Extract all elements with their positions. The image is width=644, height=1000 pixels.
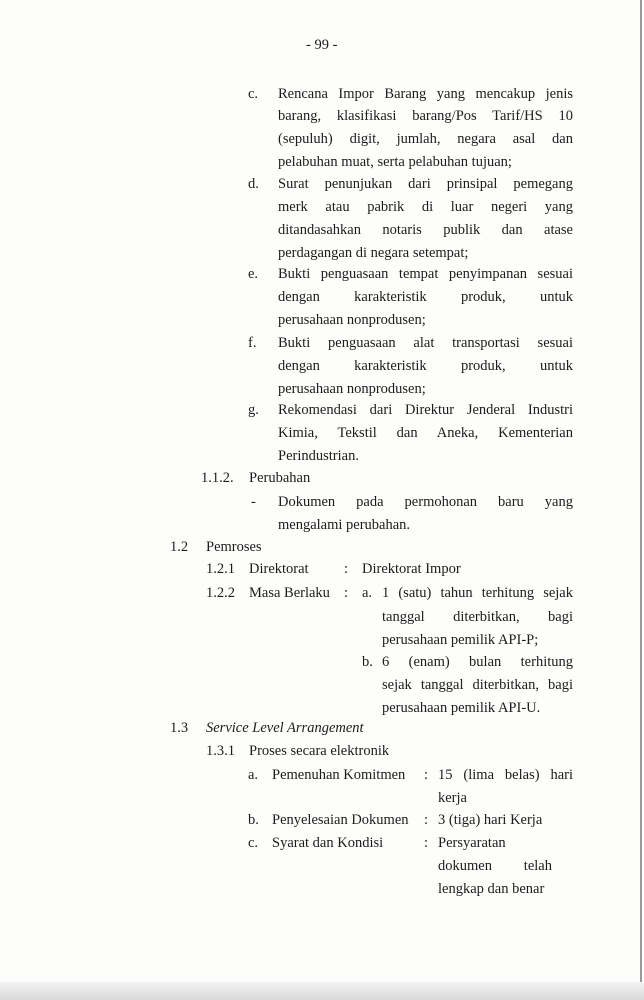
field-value: 3 (tiga) hari Kerja: [438, 812, 543, 828]
page-number: - 99 -: [306, 37, 338, 53]
section-number: 1.1.2.: [201, 470, 234, 486]
item-line: (sepuluh) digit, jumlah, negara asal dan: [278, 131, 573, 147]
colon: :: [344, 561, 349, 577]
item-marker: b.: [362, 654, 373, 670]
field-value: kerja: [438, 790, 467, 806]
item-line: Dokumen pada permohonan baru yang: [278, 494, 573, 510]
section-number: 1.3.1: [206, 743, 235, 759]
item-line: Bukti penguasaan tempat penyimpanan sesuai: [278, 266, 573, 282]
section-title: Service Level Arrangement: [206, 720, 364, 736]
item-line: mengalami perubahan.: [278, 517, 411, 533]
item-marker: c.: [248, 86, 259, 102]
scan-edge: [640, 0, 642, 1000]
item-line: Rencana Impor Barang yang mencakup jenis: [278, 86, 573, 102]
field-value: lengkap dan benar: [438, 881, 545, 897]
section-title: Perubahan: [249, 470, 311, 486]
item-line: perusahaan nonprodusen;: [278, 381, 426, 397]
item-line: perusahaan pemilik API-U.: [382, 700, 541, 716]
item-line: perusahaan pemilik API-P;: [382, 632, 539, 648]
item-line: Rekomendasi dari Direktur Jenderal Industri: [278, 402, 573, 418]
item-line: 1 (satu) tahun terhitung sejak: [382, 585, 573, 601]
colon: :: [424, 767, 429, 783]
bullet-dash: -: [251, 494, 256, 510]
field-label: Syarat dan Kondisi: [272, 835, 384, 851]
section-number: 1.2.1: [206, 561, 235, 577]
item-line: ditandasahkan notaris publik dan atase: [278, 222, 573, 238]
field-label: Pemenuhan Komitmen: [272, 767, 406, 783]
field-value: 15 (lima belas) hari: [438, 767, 573, 783]
colon: :: [344, 585, 349, 601]
item-line: perdagangan di negara setempat;: [278, 245, 469, 261]
item-line: dengan karakteristik produk, untuk: [278, 289, 573, 305]
field-value: Persyaratan: [438, 835, 506, 851]
item-marker: e.: [248, 266, 259, 282]
item-marker: a.: [248, 767, 259, 783]
item-line: Bukti penguasaan alat transportasi sesuai: [278, 335, 573, 351]
item-line: 6 (enam) bulan terhitung: [382, 654, 573, 670]
item-marker: c.: [248, 835, 259, 851]
item-marker: g.: [248, 402, 259, 418]
item-line: Surat penunjukan dari prinsipal pemegang: [278, 176, 573, 192]
section-number: 1.2.2: [206, 585, 235, 601]
item-line: dengan karakteristik produk, untuk: [278, 358, 573, 374]
section-number: 1.2: [170, 539, 189, 555]
field-value: dokumen telah: [438, 858, 552, 874]
field-label: Penyelesaian Dokumen: [272, 812, 409, 828]
scan-bottom-strip: [0, 982, 644, 1000]
item-marker: b.: [248, 812, 259, 828]
item-line: perusahaan nonprodusen;: [278, 312, 426, 328]
colon: :: [424, 812, 429, 828]
colon: :: [424, 835, 429, 851]
item-line: barang, klasifikasi barang/Pos Tarif/HS 10: [278, 108, 573, 124]
item-line: Perindustrian.: [278, 448, 359, 464]
item-marker: a.: [362, 585, 373, 601]
item-line: merk atau pabrik di luar negeri yang: [278, 199, 573, 215]
field-label: Direktorat: [249, 561, 309, 577]
section-number: 1.3: [170, 720, 189, 736]
section-title: Proses secara elektronik: [249, 743, 390, 759]
item-marker: f.: [248, 335, 257, 351]
item-line: Kimia, Tekstil dan Aneka, Kementerian: [278, 425, 573, 441]
item-marker: d.: [248, 176, 259, 192]
item-line: sejak tanggal diterbitkan, bagi: [382, 677, 573, 693]
section-title: Pemroses: [206, 539, 262, 555]
item-line: tanggal diterbitkan, bagi: [382, 609, 573, 625]
field-label: Masa Berlaku: [249, 585, 330, 601]
item-line: pelabuhan muat, serta pelabuhan tujuan;: [278, 154, 512, 170]
field-value: Direktorat Impor: [362, 561, 461, 577]
